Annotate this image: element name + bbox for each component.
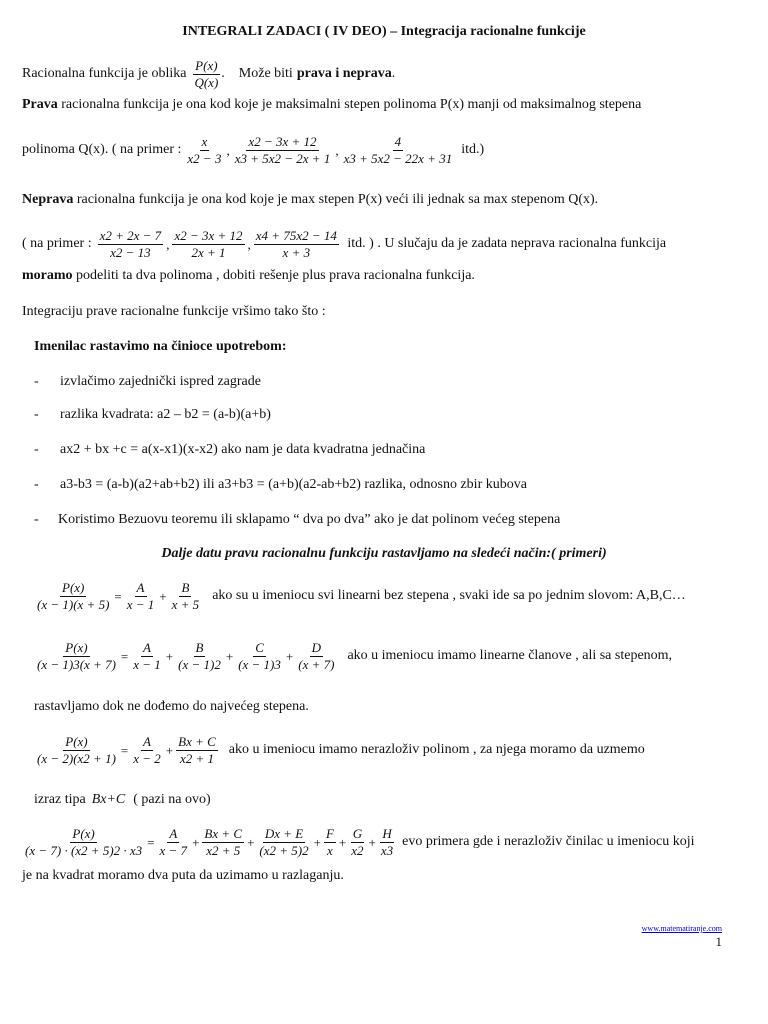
- term-fraction: [131, 640, 163, 674]
- fraction-denominator: x + 5: [171, 597, 200, 613]
- integration-intro: Integraciju prave racionalne funkcije vršimo tako što :: [22, 304, 326, 319]
- fraction-denominator: x − 1: [126, 597, 155, 613]
- fraction-numerator: C: [253, 640, 266, 657]
- example-text: ako u imeniocu imamo linearne članove , ali sa stepenom,: [347, 648, 673, 664]
- example-intro-text: ( na primer :: [22, 236, 92, 252]
- example-text: ako su u imeniocu svi linearni bez stepena , svaki ide sa po jednim slovom: A,B,C…: [212, 588, 686, 604]
- fraction-denominator: (x − 1)3(x + 7): [37, 657, 116, 673]
- fraction-numerator: x: [200, 134, 210, 151]
- fraction-numerator: x2 − 3x + 12: [172, 228, 244, 245]
- fraction-denominator: x3 + 5x2 − 22x + 31: [343, 151, 453, 167]
- fraction-numerator: G: [351, 826, 364, 843]
- fraction-numerator: Bx + C: [176, 734, 218, 751]
- moramo-line: [22, 268, 475, 285]
- bold-text: moramo: [22, 268, 73, 283]
- lhs-fraction: [23, 826, 144, 860]
- term-fraction: [296, 640, 336, 674]
- definition-text: racionalna funkcija je ona kod koje je maksimalni stepen polinoma P(x) manji od maksimalnog stepena: [57, 97, 642, 112]
- fraction-numerator: P(x): [193, 58, 219, 75]
- page-number: 1: [715, 934, 722, 949]
- fraction-denominator: (x − 1)2: [178, 657, 221, 673]
- fraction-numerator: Dx + E: [263, 826, 305, 843]
- dash: -: [34, 477, 39, 492]
- dash: -: [34, 407, 39, 422]
- pq-fraction: [192, 58, 220, 92]
- example-fraction: [172, 228, 244, 262]
- fraction-denominator: Q(x): [194, 75, 219, 91]
- fraction-denominator: x: [327, 843, 333, 859]
- fraction-denominator: x − 2: [133, 751, 161, 767]
- fraction-numerator: P(x): [60, 580, 86, 597]
- fraction-numerator: A: [135, 580, 147, 597]
- fraction-denominator: x − 7: [159, 843, 188, 859]
- fraction-denominator: (x − 7) · (x2 + 5)2 · x3: [25, 843, 143, 859]
- example-3: $\frac{P(x)}{(x - 2)(x2 + 1)}$ = $\frac{A}{x - 2}$ + $\frac{Bx + C}{x2 + 1}$ ako u imeniocu imamo nerazloživ polinom , za njega moramo da uzmemo: [37, 734, 645, 767]
- term-fraction: [236, 640, 283, 674]
- fraction-numerator: H: [380, 826, 393, 843]
- fraction-denominator: (x − 2)(x2 + 1): [37, 751, 116, 767]
- example-text: evo primera gde i nerazloživ činilac u imeniocu koji: [402, 834, 695, 850]
- example-1: $\frac{P(x)}{(x - 1)(x + 5)}$ = $\frac{A}{x - 1}$ + $\frac{B}{x + 5}$ ako su u imeniocu svi linearni bez stepena , svaki ide sa po jednim slovom: A,B,C…: [37, 580, 686, 613]
- fraction-numerator: B: [179, 580, 191, 597]
- fraction-numerator: x4 + 75x2 − 14: [254, 228, 339, 245]
- term-fraction: [170, 580, 202, 614]
- example-2: $\frac{P(x)}{(x - 1)3(x + 7)}$ = $\frac{A}{x - 1}$ + $\frac{B}{(x - 1)2}$ + $\frac{C}{(x - 1)3}$ + $\frac{D}{(x + 7)}$ ako u imeniocu imamo linearne članove , ali sa stepenom,: [37, 640, 673, 673]
- fraction-denominator: x2: [351, 843, 364, 859]
- example-fraction: [342, 134, 455, 168]
- continuation-text: ( pazi na ovo): [133, 792, 211, 807]
- fraction-numerator: A: [141, 640, 153, 657]
- list-item-text: izvlačimo zajednički ispred zagrade: [60, 374, 261, 389]
- fraction-denominator: (x + 7): [298, 657, 335, 673]
- definition-text: racionalna funkcija je ona kod koje je max stepen P(x) veći ili jednak sa max stepenom Q(x).: [73, 192, 599, 207]
- lhs-fraction: [35, 580, 111, 614]
- intro-text: .: [391, 66, 396, 82]
- fraction-numerator: B: [194, 640, 206, 657]
- bold-text: Prava: [22, 97, 58, 112]
- term-fraction: [176, 734, 218, 768]
- intro-text: Racionalna funkcija je oblika: [22, 66, 187, 82]
- dash: -: [34, 374, 39, 389]
- list-item: [34, 477, 527, 494]
- examples-heading: Dalje datu pravu racionalnu funkciju rastavljamo na sledeći način:( primeri): [161, 546, 607, 561]
- neprava-examples: ( na primer : $\frac{x2 + 2x - 7}{x2 - 13}$ , $\frac{x2 - 3x + 12}{2x + 1}$ , $\frac{x4 + 75x2 - 14}{x + 3}$ itd. ) . U slučaju da je zadata neprava racionalna funkcija: [22, 228, 667, 261]
- example-2-continuation: rastavljamo dok ne dođemo do najvećeg stepena.: [34, 699, 309, 714]
- fraction-denominator: x2 − 13: [110, 245, 151, 261]
- bold-text: prava i neprava: [296, 66, 392, 82]
- term-fraction: [379, 826, 395, 860]
- prava-examples: polinoma Q(x). ( na primer : $\frac{x}{x2 - 3}$ , $\frac{x2 - 3x + 12}{x3 + 5x2 - 2x + 1}$ , $\frac{4}{x3 + 5x2 - 22x + 31}$ itd.): [22, 134, 485, 167]
- term-fraction: [131, 734, 163, 768]
- list-item-text: Koristimo Bezuovu teoremu ili sklapamo “ dva po dva” ako je dat polinom većeg stepena: [58, 512, 561, 527]
- dash: -: [34, 442, 39, 457]
- list-item-text: a3-b3 = (a-b)(a2+ab+b2) ili a3+b3 = (a+b)(a2-ab+b2) razlika, odnosno zbir kubova: [60, 477, 527, 492]
- fraction-numerator: A: [141, 734, 153, 751]
- fraction-numerator: F: [324, 826, 336, 843]
- continuation-text: izraz tipa: [34, 792, 86, 807]
- moramo-text: podeliti ta dva polinoma , dobiti rešenje plus prava racionalna funkcija.: [72, 268, 475, 283]
- fraction-denominator: (x − 1)(x + 5): [37, 597, 110, 613]
- term-fraction: [176, 640, 223, 674]
- fraction-denominator: x − 1: [133, 657, 161, 673]
- bx-c-expression: Bx+C: [91, 792, 126, 807]
- fraction-numerator: 4: [393, 134, 404, 151]
- example-end-text: itd.): [461, 142, 485, 158]
- example-4: $\frac{P(x)}{(x - 7) \cdot (x2 + 5)2 \cdot x3}$ = $\frac{A}{x - 7}$ + $\frac{Bx + C}{x2 + 5}$ + $\frac{Dx + E}{(x2 + 5)2}$ + $\frac{F}{x}$ + $\frac{G}{x2}$ + $\frac{H}{x3}$ evo primera gde i nerazloživ činilac u imeniocu koji: [25, 826, 695, 859]
- prava-definition: [22, 97, 641, 114]
- term-fraction: [125, 580, 157, 614]
- example-end-text: itd. ) . U slučaju da je zadata neprava racionalna funkcija: [343, 236, 667, 252]
- term-fraction: [324, 826, 336, 860]
- fraction-denominator: x2 + 1: [179, 751, 214, 767]
- list-item-text: ax2 + bx +c = a(x-x1)(x-x2) ako nam je data kvadratna jednačina: [60, 442, 426, 457]
- intro-line-1: [22, 58, 395, 92]
- fraction-denominator: 2x + 1: [191, 245, 226, 261]
- fraction-denominator: x3 + 5x2 − 2x + 1: [234, 151, 331, 167]
- list-item: [34, 512, 560, 529]
- fraction-denominator: (x − 1)3: [238, 657, 281, 673]
- fraction-numerator: x2 + 2x − 7: [98, 228, 164, 245]
- fraction-numerator: P(x): [70, 826, 96, 843]
- fraction-denominator: (x2 + 5)2: [259, 843, 309, 859]
- example-fraction: [185, 134, 223, 168]
- term-fraction: [257, 826, 310, 860]
- example-4-continuation: je na kvadrat moramo dva puta da uzimamo u razlaganju.: [22, 868, 344, 883]
- example-fraction: [254, 228, 339, 262]
- dash: -: [34, 512, 39, 527]
- fraction-numerator: P(x): [63, 640, 89, 657]
- example-3-continuation: [34, 792, 211, 809]
- fraction-numerator: Bx + C: [202, 826, 244, 843]
- fraction-numerator: P(x): [63, 734, 89, 751]
- page-title: INTEGRALI ZADACI ( IV DEO) – Integracija racionalne funkcije: [182, 24, 586, 39]
- fraction-denominator: x3: [380, 843, 394, 859]
- fraction-numerator: A: [167, 826, 179, 843]
- footer-link[interactable]: [642, 920, 722, 937]
- list-item: [34, 442, 425, 459]
- neprava-definition: [22, 192, 598, 209]
- website-link[interactable]: www.matematiranje.com: [641, 924, 722, 933]
- fraction-numerator: x2 − 3x + 12: [246, 134, 318, 151]
- lhs-fraction: [35, 734, 118, 768]
- fraction-denominator: x2 + 5: [206, 843, 241, 859]
- fraction-numerator: D: [310, 640, 323, 657]
- intro-text: . Može biti: [221, 66, 293, 82]
- bold-text: Neprava: [22, 192, 74, 207]
- term-fraction: [349, 826, 365, 860]
- fraction-denominator: x2 − 3: [187, 151, 222, 167]
- example-text: ako u imeniocu imamo nerazloživ polinom , za njega moramo da uzmemo: [228, 742, 645, 758]
- factor-heading: Imenilac rastavimo na činioce upotrebom:: [34, 339, 287, 354]
- term-fraction: [202, 826, 244, 860]
- list-item: [34, 374, 261, 391]
- example-fraction: [233, 134, 333, 168]
- example-fraction: [98, 228, 164, 262]
- term-fraction: [158, 826, 190, 860]
- list-item-text: razlika kvadrata: a2 – b2 = (a-b)(a+b): [60, 407, 271, 422]
- list-item: [34, 407, 271, 424]
- lhs-fraction: [35, 640, 118, 674]
- fraction-denominator: x + 3: [282, 245, 311, 261]
- example-intro-text: polinoma Q(x). ( na primer :: [22, 142, 182, 158]
